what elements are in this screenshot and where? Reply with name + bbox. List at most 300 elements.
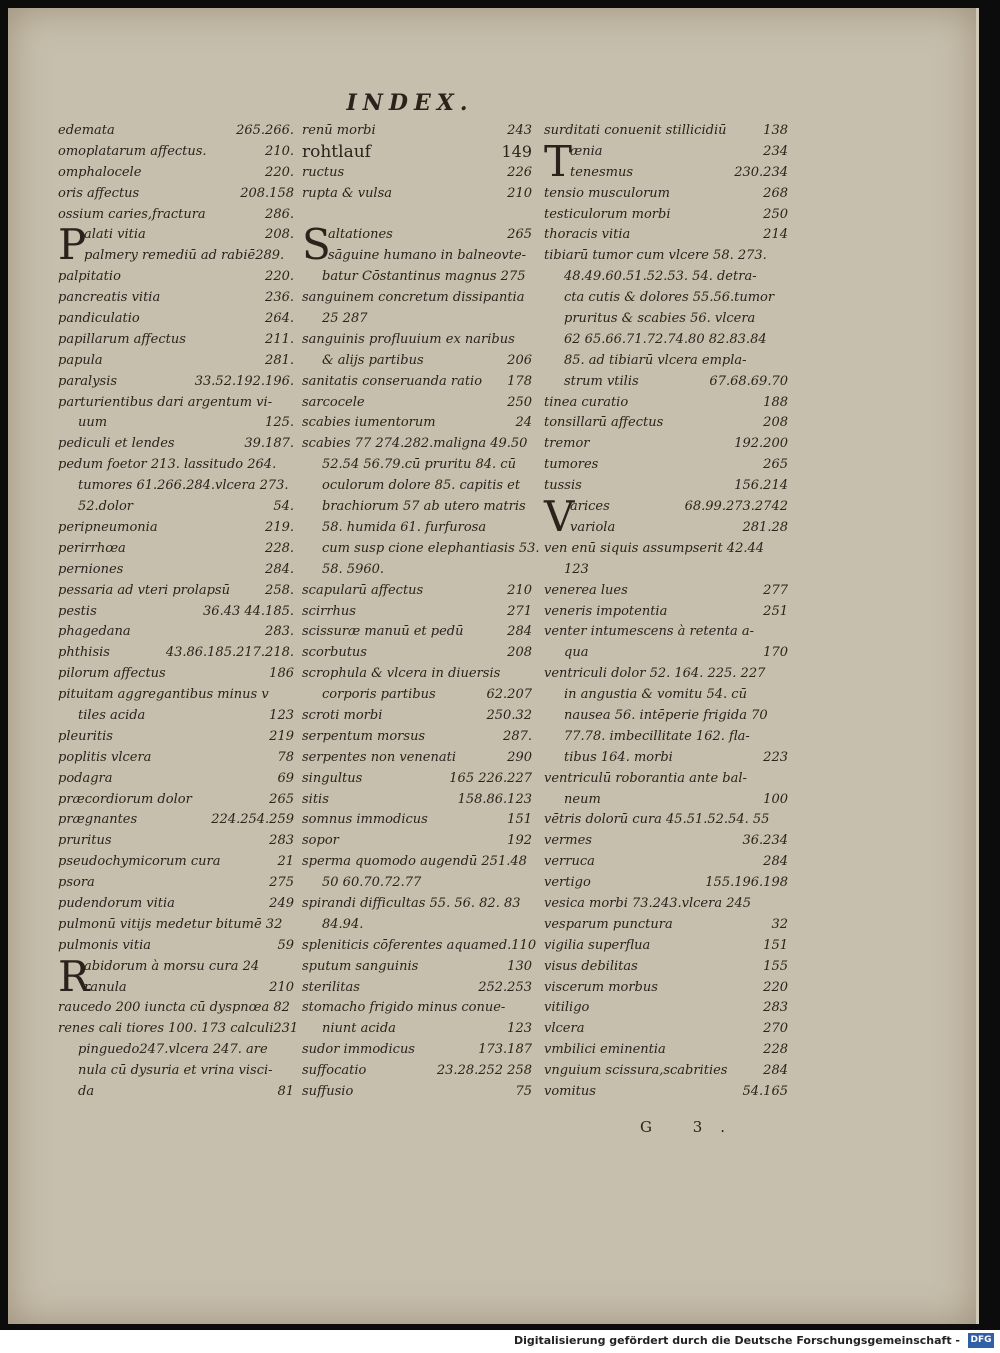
entry-term: corporis partibus	[322, 687, 436, 703]
index-column-3	[544, 121, 788, 1103]
entry-term: brachiorum 57 ab utero matris	[322, 499, 526, 515]
entry-pages: 210	[507, 185, 532, 201]
index-entry	[58, 184, 294, 205]
entry-term: cum susp cione elephantiasis 53.	[322, 540, 540, 556]
entry-pages: 156.214	[734, 478, 788, 494]
index-entry	[302, 936, 537, 957]
entry-pages: 23.28.252 258	[436, 1063, 532, 1079]
entry-pages: 249	[269, 895, 294, 911]
entry-pages: 210	[269, 979, 294, 995]
entry-pages: 170	[763, 645, 788, 661]
entry-pages: 284	[507, 624, 532, 640]
entry-term: phthisis	[58, 645, 110, 661]
entry-term: pudendorum vitia	[58, 895, 175, 911]
entry-term: renes cali tiores 100. 173 calculi231	[58, 1021, 299, 1037]
entry-term: tibiarū tumor cum vlcere 58. 273.	[544, 248, 767, 264]
entry-term: raucedo 200 iuncta cū dyspnœa 82	[58, 1000, 290, 1016]
entry-pages: 155	[763, 958, 788, 974]
index-entry	[58, 330, 294, 351]
entry-pages: 250	[507, 394, 532, 410]
index-entry	[544, 852, 788, 873]
entry-term: visus debilitas	[544, 958, 638, 974]
entry-term: sanguinem concretum dissipantia	[302, 290, 525, 306]
index-entry-continuation	[302, 497, 532, 518]
index-entry	[58, 685, 294, 706]
entry-term: pessaria ad vteri prolapsū	[58, 582, 230, 598]
index-entry	[544, 831, 788, 852]
entry-term: qua	[564, 645, 589, 661]
index-entry	[302, 372, 532, 393]
index-entry	[544, 957, 788, 978]
entry-term: batur Cōstantinus magnus 275	[322, 269, 526, 285]
entry-pages: 24	[515, 415, 532, 431]
entry-pages: 188	[763, 394, 788, 410]
index-entry-initial	[302, 220, 532, 270]
index-entry-continuation	[544, 288, 788, 309]
entry-pages: 284	[763, 1063, 788, 1079]
drop-capital: S	[302, 220, 331, 270]
index-entry-continuation	[302, 267, 532, 288]
entry-term: in angustia & vomitu 54. cū	[564, 687, 747, 703]
page-edge	[976, 8, 979, 1324]
entry-term: pulmonū vitijs medetur bitumē 32	[58, 916, 283, 932]
index-entry	[544, 622, 788, 643]
entry-term: pinguedo247.vlcera 247. are	[78, 1042, 268, 1058]
entry-term: veneris impotentia	[544, 603, 668, 619]
entry-pages: 59	[277, 937, 294, 953]
index-entry-initial	[544, 492, 788, 542]
entry-pages: 252.253	[478, 979, 532, 995]
entry-term: alati vitia	[84, 227, 146, 243]
index-entry	[544, 581, 788, 602]
entry-term: verruca	[544, 854, 595, 870]
entry-term: spleniticis cōferentes aquamed.110	[302, 937, 537, 953]
index-entry-continuation	[302, 539, 540, 560]
index-entry-continuation	[58, 1040, 294, 1061]
entry-term: scissuræ manuū et pedū	[302, 624, 464, 640]
entry-pages: 36.234	[742, 833, 788, 849]
entry-term: sarcocele	[302, 394, 365, 410]
index-entry-continuation	[58, 497, 294, 518]
entry-term: scabies 77 274.282.maligna 49.50	[302, 436, 528, 452]
index-entry	[58, 288, 294, 309]
index-entry	[302, 998, 532, 1019]
entry-term: tumores	[544, 457, 599, 473]
index-entry	[58, 643, 294, 664]
index-column-2	[302, 121, 540, 1103]
entry-pages: 220.	[265, 269, 294, 285]
entry-term: oris affectus	[58, 185, 140, 201]
index-entry	[58, 998, 294, 1019]
index-entry	[302, 184, 532, 205]
entry-pages: 54.	[273, 499, 294, 515]
index-entry-continuation	[302, 518, 532, 539]
entry-term: poplitis vlcera	[58, 749, 152, 765]
entry-pages: 265	[763, 457, 788, 473]
entry-term: serpentum morsus	[302, 728, 426, 744]
entry-term: peripneumonia	[58, 519, 158, 535]
entry-pages: 208.	[265, 227, 294, 243]
entry-pages: 192.200	[734, 436, 788, 452]
entry-pages: 223	[763, 749, 788, 765]
entry-pages: 123	[507, 1021, 532, 1037]
entry-pages: 208	[507, 645, 532, 661]
index-entry	[58, 372, 294, 393]
entry-term: tiles acida	[78, 707, 146, 723]
entry-term: ænia	[570, 143, 603, 159]
entry-term: ossium caries,fractura	[58, 206, 206, 222]
entry-term: testiculorum morbi	[544, 206, 671, 222]
entry-pages: 186	[269, 666, 294, 682]
funding-note: Digitalisierung gefördert durch die Deutsche Forschungsgemeinschaft -	[513, 1334, 960, 1347]
entry-term: abidorum à morsu cura 24	[84, 958, 260, 974]
index-entry	[544, 1061, 788, 1082]
entry-term: vnguium scissura,scabrities	[544, 1063, 728, 1079]
entry-pages: 284	[763, 854, 788, 870]
entry-pages: 270	[763, 1021, 788, 1037]
index-entry	[544, 1040, 788, 1061]
entry-term: phagedana	[58, 624, 131, 640]
entry-pages: 236.	[265, 290, 294, 306]
entry-pages: 158.86.123	[457, 791, 532, 807]
entry-term: strum vtilis	[564, 373, 639, 389]
entry-pages: 281.	[265, 352, 294, 368]
index-entry	[544, 978, 788, 999]
index-entry	[302, 602, 532, 623]
entry-term: altationes	[328, 227, 393, 243]
entry-pages: 39.187.	[244, 436, 294, 452]
entry-term: parturientibus dari argentum vi-	[58, 394, 273, 410]
index-entry	[58, 455, 294, 476]
index-entry	[302, 434, 532, 455]
index-entry-continuation	[58, 1082, 294, 1103]
entry-pages: 219	[269, 728, 294, 744]
entry-term: pilorum affectus	[58, 666, 166, 682]
entry-term: viscerum morbus	[544, 979, 658, 995]
entry-term: arices	[570, 499, 610, 515]
entry-term: neum	[564, 791, 601, 807]
entry-term: scroti morbi	[302, 707, 383, 723]
entry-term: pandiculatio	[58, 311, 140, 327]
entry-term: venter intumescens à retenta a-	[544, 624, 754, 640]
index-entry	[58, 351, 294, 372]
entry-pages: 100	[763, 791, 788, 807]
entry-term: sāguine humano in balneovte-	[328, 248, 527, 264]
index-entry-continuation	[302, 560, 532, 581]
entry-pages: 165 226.227	[449, 770, 532, 786]
entry-term: scapularū affectus	[302, 582, 424, 598]
index-entry	[544, 936, 788, 957]
entry-pages: 220	[763, 979, 788, 995]
entry-pages: 67.68.69.70	[709, 373, 788, 389]
entry-term: suffusio	[302, 1083, 354, 1099]
entry-term: ructus	[302, 164, 345, 180]
entry-pages: 284.	[265, 561, 294, 577]
signature-mark: G 3.	[640, 1118, 744, 1136]
entry-pages: 283.	[265, 624, 294, 640]
index-entry	[544, 915, 788, 936]
entry-term: oculorum dolore 85. capitis et	[322, 478, 521, 494]
entry-term: 52.dolor	[78, 499, 134, 515]
index-entry	[544, 602, 788, 623]
entry-pages: 43.86.185.217.218.	[165, 645, 294, 661]
entry-term: tibus 164. morbi	[564, 749, 673, 765]
index-entry-continuation	[302, 455, 532, 476]
entry-term: vigilia superflua	[544, 937, 651, 953]
index-entry	[58, 142, 294, 163]
entry-pages: 75	[515, 1083, 532, 1099]
entry-term: scirrhus	[302, 603, 356, 619]
entry-term: paralysis	[58, 373, 118, 389]
index-entry	[544, 769, 788, 790]
index-entry	[302, 393, 532, 414]
entry-pages: 211.	[265, 331, 294, 347]
entry-term: variola	[570, 519, 616, 535]
index-entry-continuation	[302, 915, 532, 936]
entry-term: serpentes non venenati	[302, 749, 457, 765]
entry-term: venerea lues	[544, 582, 628, 598]
index-entry-continuation	[302, 351, 532, 372]
blank-line	[302, 205, 532, 226]
entry-term: 123	[564, 561, 589, 577]
entry-term: 48.49.60.51.52.53. 54. detra-	[564, 269, 757, 285]
entry-term: ven enū siquis assumpserit 42.44	[544, 540, 765, 556]
entry-term: vertigo	[544, 875, 591, 891]
entry-pages: 32	[771, 916, 788, 932]
page-header: INDEX.	[346, 90, 474, 116]
entry-pages: 151	[763, 937, 788, 953]
index-entry	[302, 1061, 532, 1082]
index-entry	[544, 810, 788, 831]
entry-pages: 220.	[265, 164, 294, 180]
entry-pages: 275	[269, 875, 294, 891]
entry-term: vermes	[544, 833, 592, 849]
entry-term: scorbutus	[302, 645, 367, 661]
index-entry	[544, 1019, 788, 1040]
index-entry	[302, 769, 532, 790]
index-entry	[544, 998, 788, 1019]
index-entry-continuation	[302, 685, 532, 706]
entry-term: 85. ad tibiarū vlcera empla-	[564, 352, 747, 368]
index-entry-continuation	[58, 706, 294, 727]
entry-term: palmery remediū ad rabiē289.	[84, 248, 285, 264]
index-entry-continuation	[544, 727, 788, 748]
index-entry	[302, 643, 532, 664]
entry-term: psora	[58, 875, 95, 891]
entry-term: sterilitas	[302, 979, 360, 995]
entry-term: nausea 56. intēperie frigida 70	[564, 707, 768, 723]
entry-term: spirandi difficultas 55. 56. 82. 83	[302, 895, 521, 911]
entry-pages: 290	[507, 749, 532, 765]
entry-term: pseudochymicorum cura	[58, 854, 221, 870]
entry-term: pestis	[58, 603, 97, 619]
entry-pages: 271	[507, 603, 532, 619]
footer-bar	[0, 1330, 1000, 1353]
entry-term: edemata	[58, 123, 115, 138]
entry-term: tremor	[544, 436, 590, 452]
entry-term: 50 60.70.72.77	[322, 875, 422, 891]
entry-pages: 287.	[503, 728, 532, 744]
entry-pages: 250.32	[486, 707, 532, 723]
index-entry-continuation	[58, 1061, 294, 1082]
index-entry	[544, 184, 788, 205]
entry-term: tumores 61.266.284.vlcera 273.	[78, 478, 289, 494]
entry-term: 58. humida 61. furfurosa	[322, 519, 487, 535]
entry-pages: 62.207	[486, 687, 532, 703]
entry-term: pulmonis vitia	[58, 937, 151, 953]
index-entry	[302, 957, 532, 978]
entry-term: sanitatis conseruanda ratio	[302, 373, 483, 389]
index-entry	[302, 810, 532, 831]
entry-pages: 125.	[265, 415, 294, 431]
index-entry	[58, 622, 294, 643]
entry-pages: 178	[507, 373, 532, 389]
index-entry-continuation	[544, 372, 788, 393]
entry-pages: 277	[763, 582, 788, 598]
entry-term: pediculi et lendes	[58, 436, 175, 452]
entry-pages: 251	[763, 603, 788, 619]
index-entry-continuation	[544, 706, 788, 727]
entry-term: 77.78. imbecillitate 162. fla-	[564, 728, 750, 744]
entry-pages: 54.165	[742, 1084, 788, 1099]
index-entry-continuation	[302, 1019, 532, 1040]
index-entry-continuation	[544, 560, 788, 581]
entry-term: vlcera	[544, 1021, 585, 1037]
entry-term: da	[78, 1084, 95, 1099]
index-entry	[302, 727, 532, 748]
drop-capital: T	[544, 136, 573, 186]
index-entry-continuation	[544, 790, 788, 811]
index-entry-initial	[544, 136, 788, 186]
index-entry	[58, 267, 294, 288]
entry-pages: 155.196.198	[705, 875, 788, 891]
entry-term: sudor immodicus	[302, 1042, 415, 1058]
index-entry	[544, 455, 788, 476]
entry-term: pancreatis vitia	[58, 290, 161, 306]
entry-term: 52.54 56.79.cū pruritu 84. cū	[322, 457, 516, 473]
index-entry-continuation	[544, 685, 788, 706]
entry-pages: 210.	[265, 143, 294, 159]
entry-term: stomacho frigido minus conue-	[302, 1000, 506, 1016]
entry-term: pruritus & scabies 56. vlcera	[564, 311, 756, 327]
entry-pages: 21	[277, 854, 294, 870]
index-entry	[544, 476, 788, 497]
entry-pages: 33.52.192.196.	[194, 373, 294, 389]
entry-pages: 81	[277, 1084, 294, 1099]
entry-term: vesparum punctura	[544, 916, 673, 932]
entry-term: niunt acida	[322, 1021, 396, 1037]
entry-pages: 283	[763, 1000, 788, 1016]
index-entry	[302, 790, 532, 811]
index-entry	[302, 831, 532, 852]
entry-pages: 226	[507, 164, 532, 180]
index-entry	[58, 1019, 299, 1040]
entry-pages: 68.99.273.2742	[684, 499, 788, 515]
index-entry	[302, 978, 532, 999]
index-entry-continuation	[302, 309, 532, 330]
entry-term: vomitus	[544, 1084, 596, 1099]
entry-term: tonsillarū affectus	[544, 415, 664, 431]
index-entry-continuation	[302, 873, 532, 894]
entry-term: 62 65.66.71.72.74.80 82.83.84	[564, 331, 767, 347]
index-entry	[302, 664, 532, 685]
entry-pages: 228.	[265, 540, 294, 556]
entry-term: thoracis vitia	[544, 227, 631, 243]
entry-pages: 265	[269, 791, 294, 807]
drop-capital: P	[58, 220, 87, 270]
index-entry	[302, 1040, 532, 1061]
index-entry	[544, 246, 788, 267]
entry-pages: 208.158	[240, 185, 294, 201]
entry-pages: 243	[507, 123, 532, 138]
entry-term: & alijs partibus	[322, 352, 424, 368]
index-entry-continuation	[544, 330, 788, 351]
entry-term: sitis	[302, 791, 329, 807]
entry-term: somnus immodicus	[302, 812, 428, 828]
index-entry	[58, 602, 294, 623]
entry-pages: 173.187	[478, 1042, 532, 1058]
entry-term: pruritus	[58, 833, 112, 849]
entry-pages: 264.	[265, 311, 294, 327]
entry-pages: 268	[763, 185, 788, 201]
entry-pages: 228	[763, 1042, 788, 1058]
entry-term: 84.94.	[322, 916, 364, 932]
entry-term: præcordiorum dolor	[58, 791, 192, 807]
entry-pages: 234	[763, 143, 788, 159]
index-entry	[58, 894, 294, 915]
index-entry	[544, 434, 788, 455]
entry-pages: 214	[763, 227, 788, 243]
index-entry	[58, 518, 294, 539]
index-entry	[58, 852, 294, 873]
index-entry-continuation	[544, 351, 788, 372]
entry-pages: 219.	[265, 519, 294, 535]
index-entry	[544, 873, 788, 894]
entry-term: papula	[58, 352, 103, 368]
entry-term: omphalocele	[58, 164, 142, 180]
index-entry	[544, 664, 788, 685]
entry-pages: 138	[763, 123, 788, 138]
index-entry	[302, 288, 532, 309]
index-entry-continuation	[302, 476, 532, 497]
entry-pages: 258.	[265, 582, 294, 598]
index-entry	[58, 393, 294, 414]
index-entry	[58, 727, 294, 748]
entry-term: vētris dolorū cura 45.51.52.54. 55	[544, 812, 770, 828]
index-entry	[58, 205, 294, 226]
index-entry	[58, 121, 294, 142]
entry-term: tenesmus	[570, 164, 634, 180]
entry-term: singultus	[302, 770, 363, 786]
index-entry	[58, 309, 294, 330]
entry-pages: 250	[763, 206, 788, 222]
entry-term: 25 287	[322, 311, 368, 327]
entry-term: ventriculū roborantia ante bal-	[544, 770, 747, 786]
index-entry	[544, 1082, 788, 1103]
index-entry	[302, 163, 532, 184]
entry-pages: 36.43 44.185.	[203, 603, 294, 619]
entry-term: ventriculi dolor 52. 164. 225. 227	[544, 666, 766, 682]
entry-pages: 78	[277, 749, 294, 765]
index-entry	[58, 936, 294, 957]
entry-term: surditati conuenit stillicidiū	[544, 123, 727, 138]
entry-term: tinea curatio	[544, 394, 629, 410]
entry-term: cta cutis & dolores 55.56.tumor	[564, 290, 775, 306]
entry-term: rupta & vulsa	[302, 185, 393, 201]
entry-term: sanguinis profluuium ex naribus	[302, 331, 515, 347]
entry-term: omoplatarum affectus.	[58, 143, 207, 159]
entry-pages: 151	[507, 812, 532, 828]
